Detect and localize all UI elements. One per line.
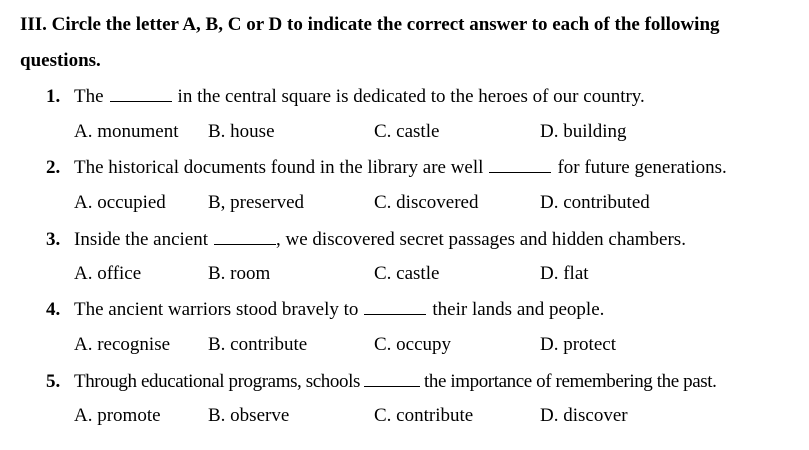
question-3 (46, 228, 686, 251)
question-text-before: The ancient warriors stood bravely to (74, 299, 359, 320)
option-d[interactable]: D. flat (540, 263, 589, 284)
answer-blank[interactable] (110, 85, 172, 102)
option-d[interactable]: D. contributed (540, 192, 650, 213)
option-c[interactable]: C. castle (374, 121, 440, 142)
question-text-after: their lands and people. (432, 299, 605, 320)
option-b[interactable]: B, preserved (208, 192, 305, 213)
question-number: 3. (46, 229, 61, 250)
option-a[interactable]: A. occupied (74, 192, 166, 213)
exercise-heading: III. Circle the letter A, B, C or D to indicate the correct answer to each of the following (20, 14, 720, 35)
option-d[interactable]: D. protect (540, 334, 616, 355)
question-text-after: in the central square is dedicated to the heroes of our country. (177, 86, 645, 107)
option-c[interactable]: C. contribute (374, 405, 474, 426)
answer-blank[interactable] (364, 370, 420, 387)
exercise-heading-continued: questions. (20, 50, 101, 71)
question-1 (46, 85, 645, 108)
question-number: 4. (46, 299, 61, 320)
question-number: 2. (46, 157, 61, 178)
option-a[interactable]: A. recognise (74, 334, 171, 355)
option-c[interactable]: C. castle (374, 263, 440, 284)
option-b[interactable]: B. house (208, 121, 275, 142)
option-a[interactable]: A. promote (74, 405, 161, 426)
question-5 (46, 370, 716, 393)
question-text-before: The historical documents found in the library are well (74, 157, 484, 178)
question-text-after: , we discovered secret passages and hidden chambers. (276, 229, 686, 250)
question-text-before: The (74, 86, 104, 107)
option-b[interactable]: B. room (208, 263, 271, 284)
question-text-after: for future generations. (557, 157, 727, 178)
question-number: 1. (46, 86, 61, 107)
question-4 (46, 298, 604, 321)
option-c[interactable]: C. discovered (374, 192, 479, 213)
option-a[interactable]: A. monument (74, 121, 179, 142)
answer-blank[interactable] (214, 228, 276, 245)
option-a[interactable]: A. office (74, 263, 142, 284)
option-b[interactable]: B. observe (208, 405, 290, 426)
option-d[interactable]: D. discover (540, 405, 628, 426)
question-2 (46, 156, 727, 179)
question-number: 5. (46, 371, 61, 392)
option-c[interactable]: C. occupy (374, 334, 452, 355)
question-text-after: the importance of remembering the past. (423, 371, 717, 392)
option-b[interactable]: B. contribute (208, 334, 308, 355)
question-text-before: Inside the ancient (74, 229, 209, 250)
option-d[interactable]: D. building (540, 121, 627, 142)
question-text-before: Through educational programs, schools (74, 371, 360, 392)
answer-blank[interactable] (364, 298, 426, 315)
answer-blank[interactable] (489, 156, 551, 173)
